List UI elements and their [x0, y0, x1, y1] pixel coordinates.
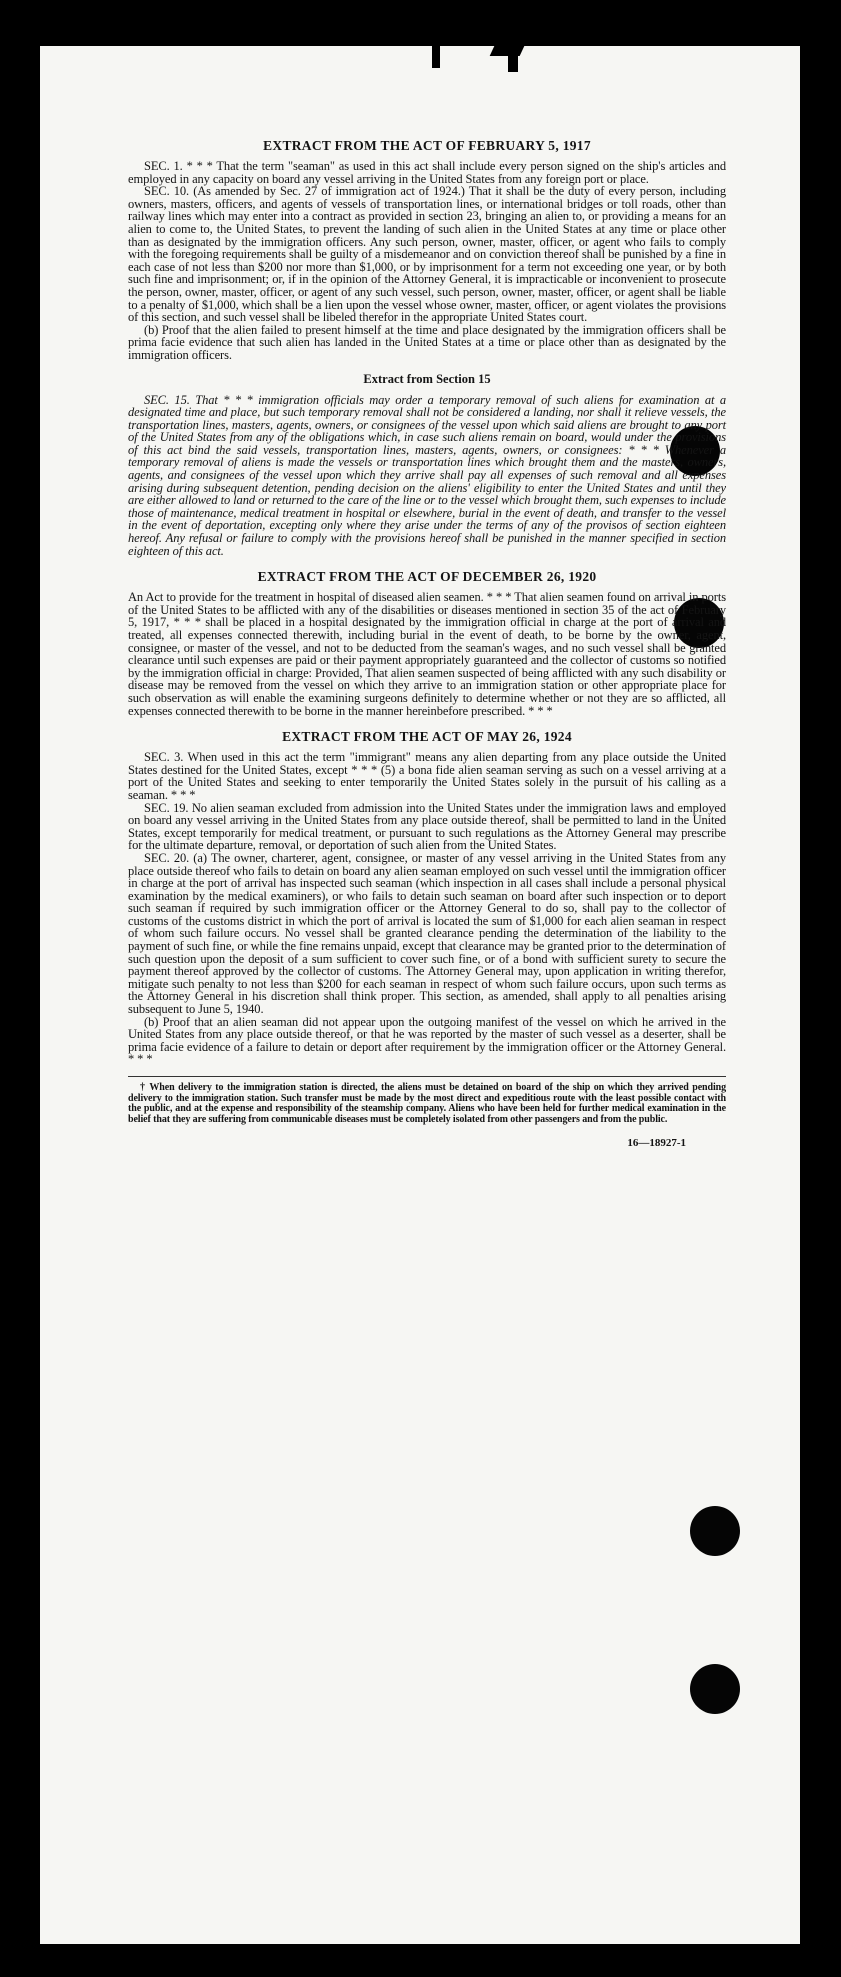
- section-heading-sec-15: Extract from Section 15: [363, 371, 491, 386]
- document-page: [40, 46, 800, 1944]
- punch-hole-4: [690, 1664, 740, 1714]
- section-heading-dec-1920: EXTRACT FROM THE ACT OF DECEMBER 26, 1920: [257, 569, 597, 585]
- document-number: 16—18927-1: [627, 1137, 686, 1150]
- torn-edge-right: [490, 46, 525, 56]
- paragraph-sec-15: SEC. 15. That * * * immigration officials may order a temporary removal of such aliens for examination at a designated time and place, but such temporary removal shall not be considered a landing, nor shall it relieve vessels, the transportation lines, masters, agents, owners, or consignees of the vessel upon which said aliens are brought to any port of the United States from any of the obligations which, in case such aliens remain on board, would under the provisions of this act bind the said vessels, transportation lines, masters, agents, owners, or consignees: * * * Whenever a temporary removal of aliens is made the vessels or transportation lines which brought them and the masters, owners, agents, and consignees of the vessel upon which they arrive shall pay all expenses of such removal and all expenses arising during subsequent detention, pending decision on the aliens' eligibility to enter the United States and until they are either allowed to land or returned to the care of the line or to the vessel which brought them, such expenses to include those of maintenance, medical treatment in hospital or elsewhere, burial in the event of death, and transfer to the vessel in the event of deportation, excepting only where they arise under the terms of any of the provisos of section eighteen hereof. Any refusal or failure to comply with the provisions hereof shall be punished in the manner specified in section eighteen of this act.: [128, 392, 726, 558]
- document-body: [128, 138, 726, 1149]
- paragraph-sec-20-a: SEC. 20. (a) The owner, charterer, agent, consignee, or master of any vessel arriving in the United States from any place outside thereof who fails to detain on board any alien seaman employed on such vessel until the immigration officer in charge at the port of arrival has inspected such seaman (which inspection in all cases shall include a personal physical examination by the medical examiners), or who fails to detain such seaman on board after such inspection or to deport such seaman if required by such immigration officer or the Attorney General to do so, shall pay to the collector of customs of the customs district in which the port of arrival is located the sum of $1,000 for each alien seaman in respect of whom such failure occurs. No vessel shall be granted clearance pending the determination of the liability to the payment of such fine, or while the fine remains unpaid, except that clearance may be granted prior to the determination of such question upon the deposit of a sum sufficient to cover such fine, or of a bond with sufficient surety to secure the payment thereof approved by the collector of customs. The Attorney General may, upon application in writing therefor, mitigate such penalty to not less than $200 for each seaman in respect of whom such failure occurs, upon such terms as the Attorney General in his discretion shall think proper. This section, as amended, shall apply to all penalties arising subsequent to June 5, 1940.: [128, 850, 726, 1017]
- torn-edge-left: [432, 46, 440, 68]
- footnote: [128, 1076, 726, 1125]
- section-heading-feb-1917: EXTRACT FROM THE ACT OF FEBRUARY 5, 1917: [263, 138, 591, 153]
- paragraph-sec-1: SEC. 1. * * * That the term "seaman" as used in this act shall include every person signed on the ship's articles and employed in any capacity on board any vessel arriving in the United States from any foreign port or place.: [128, 159, 726, 186]
- section-heading-may-1924: EXTRACT FROM THE ACT OF MAY 26, 1924: [282, 729, 572, 745]
- paragraph-sec-10-b: (b) Proof that the alien failed to present himself at the time and place designated by the immigration officers shall be prima facie evidence that such alien has landed in the United States at a time or place other than as designated by the immigration officers.: [128, 322, 726, 362]
- footnote-text: † When delivery to the immigration station is directed, the aliens must be detained on board of the ship on which they arrived pending delivery to the immigration station. Such transfer must be made by the most direct and expeditious route with the least possible contact with the public, and at the expense and responsibility of the steamship company. Aliens who have been held for further medical examination in the belief that they are suffering from communicable diseases must be completely isolated from other passengers and from the public.: [128, 1082, 726, 1125]
- paragraph-sec-20-b: (b) Proof that an alien seaman did not appear upon the outgoing manifest of the vessel on which he arrived in the United States from any place outside thereof, or that he was reported by the master of such vessel as a deserter, shall be prima facie evidence of a failure to detain or deport after requirement by the immigration officer or the Attorney General. * * *: [128, 1014, 726, 1067]
- torn-edge-notch: [508, 50, 518, 72]
- punch-hole-3: [690, 1506, 740, 1556]
- paragraph-sec-10: SEC. 10. (As amended by Sec. 27 of immigration act of 1924.) That it shall be the duty of every person, including owners, masters, officers, and agents of vessels of transportation lines, or international bridges or toll roads, other than railway lines which may enter into a contract as provided in section 23, bringing an alien to, or providing a means for an alien to come to, the United States, to prevent the landing of such alien in the United States at any time or place other than as designated by the immigration officers. Any such person, owner, master, officer, or agent who fails to comply with the foregoing requirements shall be guilty of a misdemeanor and on conviction thereof shall be punished by a fine in each case of not less than $200 nor more than $1,000, or by imprisonment for a term not exceeding one year, or by both such fine and imprisonment; or, if in the opinion of the Attorney General, it is impracticable or inconvenient to prosecute the person, owner, master, officer, or agent of any such vessel, such person, owner, master, officer, or agent shall be liable to a penalty of $1,000, which shall be a lien upon the vessel whose owner, master, officer, or agent violates the provisions of this section, and such vessel shall be libeled therefor in the appropriate United States court.: [128, 184, 726, 325]
- paragraph-act-1920: An Act to provide for the treatment in hospital of diseased alien seamen. * * * That alien seamen found on arrival in ports of the United States to be afflicted with any of the disabilities or diseases mentioned in section 35 of the act of February 5, 1917, * * * shall be placed in a hospital designated by the immigration official in charge at the port of arrival and treated, all expenses connected therewith, including burial in the event of death, to be borne by the owner, agent, consignee, or master of the vessel, and not to be deducted from the seaman's wages, and no such vessel shall be granted clearance until such expenses are paid or their payment appropriately guaranteed and the collector of customs so notified by the immigration official in charge: Provided, That alien seamen suspected of being afflicted with any such disability or disease may be removed from the vessel on which they arrive to an immigration station or other appropriate place for such observation as will enable the examining surgeons definitely to determine whether or not they are so afflicted, all expenses connected therewith to be borne in the manner hereinbefore prescribed. * * *: [128, 590, 726, 718]
- paragraph-sec-3: SEC. 3. When used in this act the term "immigrant" means any alien departing from any place outside the United States destined for the United States, except * * * (5) a bona fide alien seaman serving as such on a vessel arriving at a port of the United States and seeking to enter temporarily the United States solely in the pursuit of his calling as a seaman. * * *: [128, 750, 726, 802]
- paragraph-sec-19: SEC. 19. No alien seaman excluded from admission into the United States under the immigration laws and employed on board any vessel arriving in the United States from any place outside thereof, shall be permitted to land in the United States, except temporarily for medical treatment, or pursuant to such regulations as the Attorney General may prescribe for the ultimate departure, removal, or deportation of such alien from the United States.: [128, 800, 726, 853]
